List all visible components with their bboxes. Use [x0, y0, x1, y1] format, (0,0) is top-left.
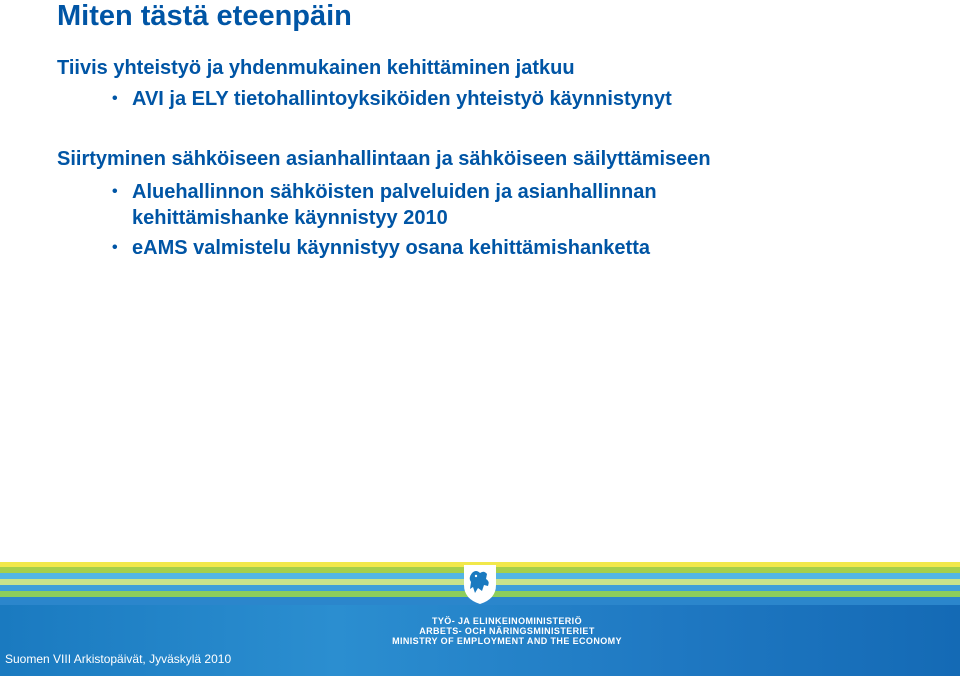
bullet-text: kehittämishanke käynnistyy 2010	[132, 207, 448, 229]
bullet-text: eAMS valmistelu käynnistyy osana kehittämishanketta	[132, 237, 650, 259]
bullet-dot: •	[112, 183, 118, 200]
ministry-name-english: MINISTRY OF EMPLOYMENT AND THE ECONOMY	[392, 636, 622, 646]
finnish-lion-emblem-icon	[460, 561, 500, 605]
section-heading-electronic: Siirtyminen sähköiseen asianhallintaan ja sähköiseen säilyttämiseen	[57, 148, 711, 170]
bullet-dot: •	[112, 90, 118, 107]
section-heading-cooperation: Tiivis yhteistyö ja yhdenmukainen kehittäminen jatkuu	[57, 57, 575, 79]
bullet-text: Aluehallinnon sähköisten palveluiden ja asianhallinnan	[132, 181, 657, 203]
slide-title: Miten tästä eteenpäin	[57, 0, 352, 32]
bullet-dot: •	[112, 239, 118, 256]
bullet-text: AVI ja ELY tietohallintoyksiköiden yhteistyö käynnistynyt	[132, 88, 672, 110]
ministry-name-swedish: ARBETS- OCH NÄRINGSMINISTERIET	[419, 626, 595, 636]
footer-event-text: Suomen VIII Arkistopäivät, Jyväskylä 2010	[5, 652, 232, 666]
ministry-name-finnish: TYÖ- JA ELINKEINOMINISTERIÖ	[432, 616, 582, 626]
